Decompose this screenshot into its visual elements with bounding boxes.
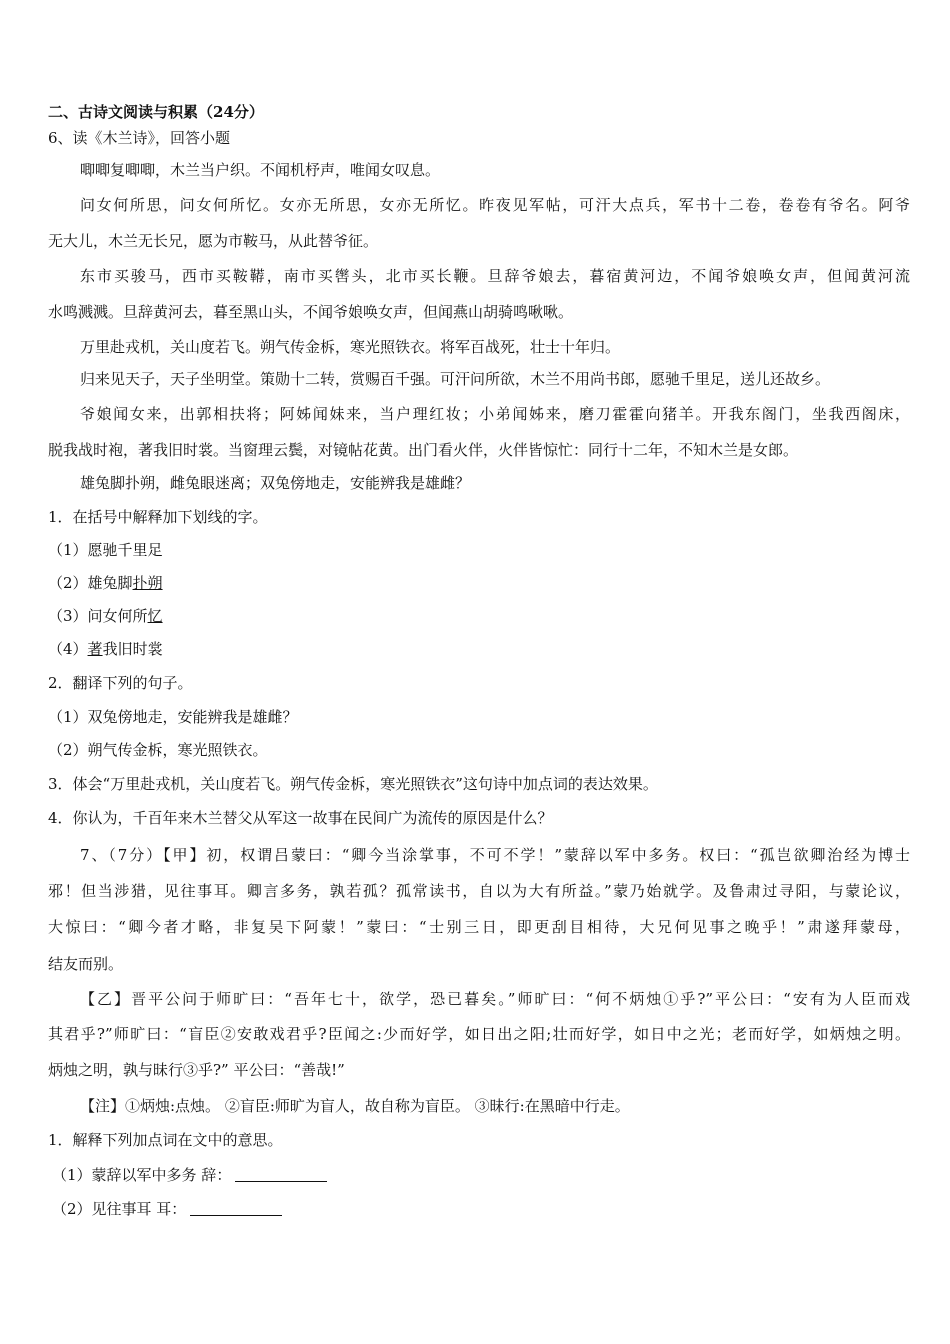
item-text: （2）见往事耳 耳： [52,1200,187,1218]
q6-4: 4．你认为，千百年来木兰替父从军这一故事在民间广为流传的原因是什么？ [48,809,553,827]
q7-yi-line: 【乙】晋平公问于师旷曰：“吾年七十，欲学，恐已暮矣。”师旷曰：“何不炳烛①乎?”平公曰：“安有为人臣而戏 [80,990,910,1008]
q6-1-item [48,606,910,626]
underlined-word: 著 [87,640,103,658]
q7-1-item [52,1165,910,1185]
underlined-word: 忆 [147,607,163,625]
q7-1-stem: 1．解释下列加点词在文中的意思。 [48,1131,283,1149]
q7-jia-line: 7、（7分）【甲】初，权谓吕蒙曰：“卿今当涂掌事，不可不学！”蒙辞以军中多务。权曰：“孤岂欲卿治经为博士 [80,846,910,864]
q7-yi-line: 炳烛之明，孰与昧行③乎?” 平公曰：“善哉!” [48,1061,345,1079]
section-title: 二、古诗文阅读与积累（24分） [48,103,264,121]
q7-jia-line: 结友而别。 [48,955,124,973]
q6-3: 3．体会“万里赴戎机，关山度若飞。朔气传金柝，寒光照铁衣”这句诗中加点词的表达效果。 [48,775,658,793]
poem-line: 无大儿，木兰无长兄，愿为市鞍马，从此替爷征。 [48,232,379,250]
poem-line: 东市买骏马，西市买鞍鞯，南市买辔头，北市买长鞭。旦辞爷娘去，暮宿黄河边，不闻爷娘唤女声，但闻黄河流 [80,267,910,285]
answer-blank[interactable] [190,1201,282,1216]
item-text: （3）问女何所 [48,607,148,625]
item-text: （4） [48,640,88,658]
poem-line: 爷娘闻女来，出郭相扶将；阿姊闻妹来，当户理红妆；小弟闻姊来，磨刀霍霍向猪羊。开我东阁门，坐我西阁床， [80,405,910,423]
item-text: （1）蒙辞以军中多务 辞： [52,1166,232,1184]
q6-1-item [48,573,910,593]
q6-2-stem: 2．翻译下列的句子。 [48,674,193,692]
q6-2-item: （1）双兔傍地走，安能辨我是雄雌？ [48,708,298,726]
poem-line: 唧唧复唧唧，木兰当户织。不闻机杼声，唯闻女叹息。 [80,161,441,179]
q7-jia-line: 大惊曰：“卿今者才略，非复吴下阿蒙！”蒙曰：“士别三日，即更刮目相待，大兄何见事之晚乎！”肃遂拜蒙母， [48,918,910,936]
q6-1-stem: 1．在括号中解释加下划线的字。 [48,508,268,526]
q7-yi-line: 其君乎?”师旷曰：“盲臣②安敢戏君乎?臣闻之:少而好学，如日出之阳;壮而好学，如日中之光；老而好学，如炳烛之明。 [48,1025,910,1043]
underlined-word: 扑朔 [132,574,163,592]
answer-blank[interactable] [235,1167,327,1182]
poem-line: 万里赴戎机，关山度若飞。朔气传金柝，寒光照铁衣。将军百战死，壮士十年归。 [80,338,621,356]
item-text: （2）雄兔脚 [48,574,133,592]
q7-jia-line: 邪！但当涉猎，见往事耳。卿言多务，孰若孤？孤常读书，自以为大有所益。”蒙乃始就学。及鲁肃过寻阳，与蒙论议， [48,882,910,900]
q6-title: 6、读《木兰诗》，回答小题 [48,129,231,147]
q6-2-item: （2）朔气传金柝，寒光照铁衣。 [48,741,268,759]
item-text: 我旧时裳 [102,640,163,658]
poem-line: 雄兔脚扑朔，雌兔眼迷离；双兔傍地走，安能辨我是雄雌？ [80,474,471,492]
q7-1-item [52,1199,910,1219]
poem-line: 归来见天子，天子坐明堂。策勋十二转，赏赐百千强。可汗问所欲，木兰不用尚书郎，愿驰千里足，送儿还故乡。 [80,370,831,388]
q6-1-item: （1）愿驰千里足 [48,541,163,559]
poem-line: 脱我战时袍，著我旧时裳。当窗理云鬓，对镜帖花黄。出门看火伴，火伴皆惊忙：同行十二年，不知木兰是女郎。 [48,441,799,459]
poem-line: 水鸣溅溅。旦辞黄河去，暮至黑山头，不闻爷娘唤女声，但闻燕山胡骑鸣啾啾。 [48,303,574,321]
poem-line: 问女何所思，问女何所忆。女亦无所思，女亦无所忆。昨夜见军帖，可汗大点兵，军书十二卷，卷卷有爷名。阿爷 [80,196,910,214]
q7-note: 【注】①炳烛:点烛。 ②盲臣:师旷为盲人，故自称为盲臣。 ③昧行:在黑暗中行走。 [80,1097,630,1115]
q6-1-item [48,639,910,659]
